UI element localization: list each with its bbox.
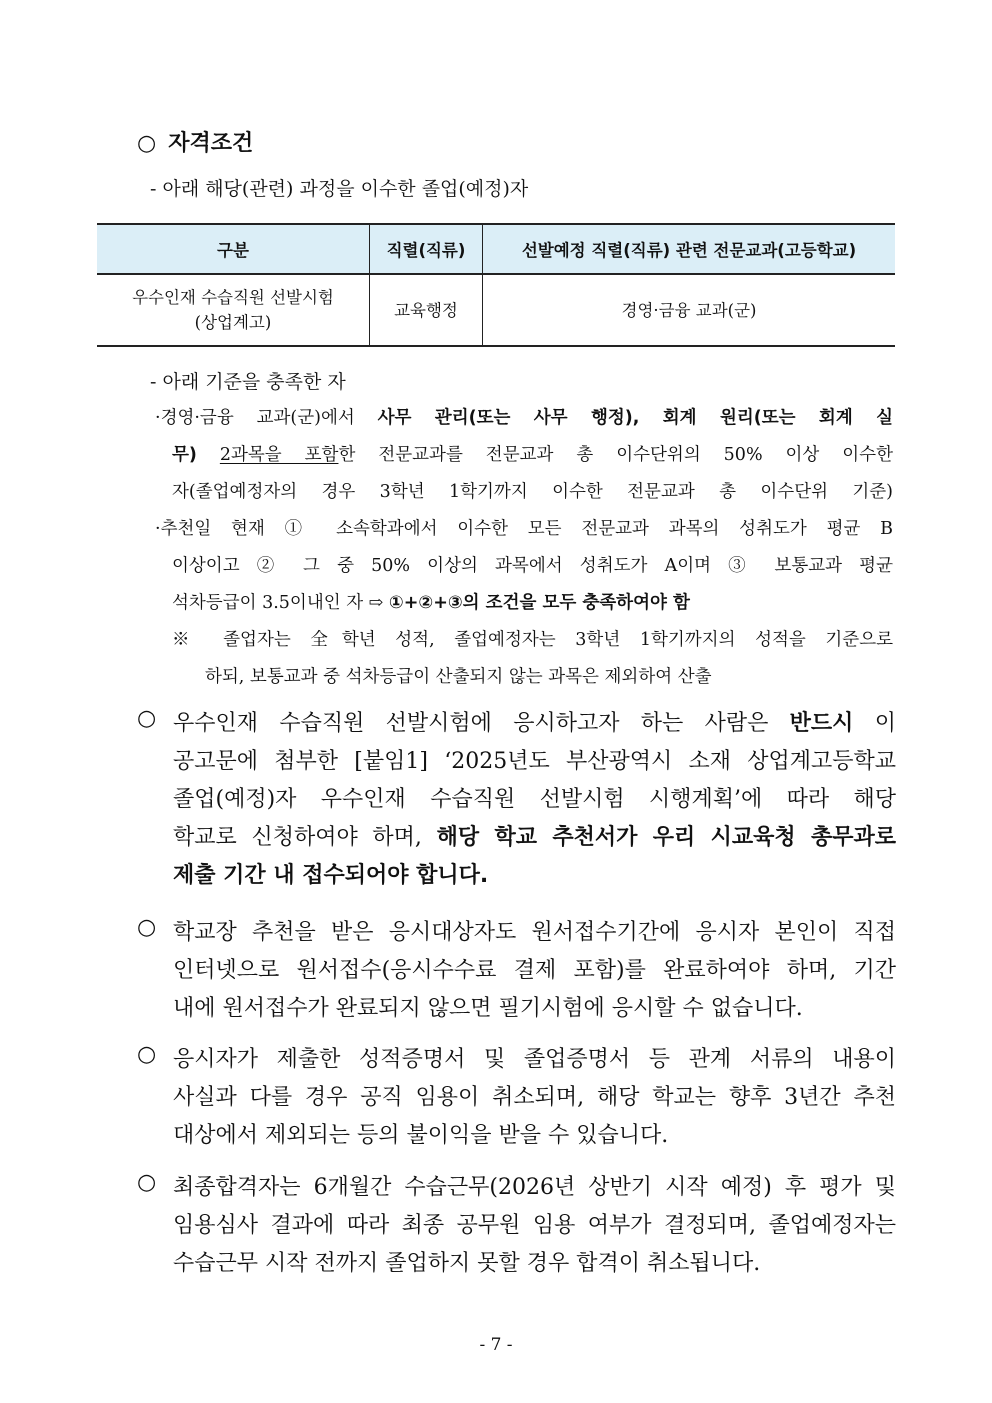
bold-span: ①+②+③의 조건을 모두 충족하여야 함 <box>388 593 690 613</box>
table-header-subjects: 선발예정 직렬(직류) 관련 전문교과(고등학교) <box>483 224 896 274</box>
p4-line1: 최종합격자는 6개월간 수습근무(2026년 상반기 시작 예정) 후 평가 및 <box>173 1175 896 1200</box>
underlined-span: 2과목을 포함 <box>219 445 339 465</box>
p4-line3: 수습근무 시작 전까지 졸업하지 못할 경우 합격이 취소됩니다. <box>173 1251 761 1276</box>
text-span: 이 <box>853 711 896 736</box>
criteria-bullet2-line2: 이상이고 ② 그 중 50% 이상의 과목에서 성취도가 A이며 ③ 보통교과 평균 <box>172 556 893 576</box>
section-intro: - 아래 해당(관련) 과정을 이수한 졸업(예정)자 <box>150 178 529 200</box>
paragraph-4 <box>137 1170 897 1285</box>
p1-line3: 졸업(예정)자 우수인재 수습직원 선발시험 시행계획’에 따라 해당 <box>173 787 896 812</box>
category-line-2: (상업계고) <box>194 313 272 332</box>
bold-span: 제출 기간 내 접수되어야 합니다. <box>173 863 489 888</box>
p1-line2: 공고문에 첨부한 [붙임1] ‘2025년도 부산광역시 소재 상업계고등학교 <box>173 749 896 774</box>
table-cell-position: 교육행정 <box>370 274 483 346</box>
p2-line3: 내에 원서접수가 완료되지 않으면 필기시험에 응시할 수 없습니다. <box>173 996 803 1021</box>
bold-span: 사무 관리(또는 사무 행정), 회계 원리(또는 회계 실 <box>377 408 894 428</box>
circle-bullet-icon: ○ <box>137 1170 157 1195</box>
p2-line2: 인터넷으로 원서접수(응시수수료 결제 포함)를 완료하여야 하며, 기간 <box>173 958 896 983</box>
table-header-category: 구분 <box>97 224 370 274</box>
paragraph-3 <box>137 1042 897 1157</box>
criteria-bullet1-line1 <box>155 404 893 429</box>
p1-line1 <box>173 706 896 737</box>
note-line1: ※ 졸업자는 全학년 성적, 졸업예정자는 3학년 1학기까지의 성적을 기준으로 <box>172 630 893 650</box>
qualification-table <box>97 223 895 347</box>
section-title <box>137 126 253 157</box>
circle-bullet-icon: ○ <box>137 915 157 940</box>
criteria-bullet2-line3 <box>172 589 690 614</box>
table-cell-subjects: 경영·금융 교과(군) <box>483 274 896 346</box>
p1-line4 <box>173 820 896 851</box>
text-span: ·경영·금융 교과(군)에서 <box>155 408 378 428</box>
circle-bullet-icon: ○ <box>137 706 157 731</box>
p1-line5 <box>173 858 896 889</box>
p3-line3: 대상에서 제외되는 등의 불이익을 받을 수 있습니다. <box>173 1123 669 1148</box>
table-header-position: 직렬(직류) <box>370 224 483 274</box>
paragraph-2 <box>137 915 897 1030</box>
category-line-1: 우수인재 수습직원 선발시험 <box>132 288 334 307</box>
bold-span: 무) <box>172 445 197 465</box>
criteria-heading: - 아래 기준을 충족한 자 <box>150 371 346 393</box>
p4-line2: 임용심사 결과에 따라 최종 공무원 임용 여부가 결정되며, 졸업예정자는 <box>173 1213 896 1238</box>
text-span: 우수인재 수습직원 선발시험에 응시하고자 하는 사람은 <box>173 711 790 736</box>
text-span: 학교로 신청하여야 하며, <box>173 825 437 850</box>
criteria-bullet1-line2 <box>172 441 893 466</box>
table-row <box>97 274 895 346</box>
note-line2: 하되, 보통교과 중 석차등급이 산출되지 않는 과목은 제외하여 산출 <box>205 667 712 687</box>
p3-line2: 사실과 다를 경우 공직 임용이 취소되며, 해당 학교는 향후 3년간 추천 <box>173 1085 896 1110</box>
criteria-bullet1-line3: 자(졸업예정자의 경우 3학년 1학기까지 이수한 전문교과 총 이수단위 기준) <box>172 482 893 502</box>
text-span: 석차등급이 3.5이내인 자 ⇨ <box>172 593 389 613</box>
circle-bullet-icon: ○ <box>137 1042 157 1067</box>
paragraph-1 <box>137 706 897 896</box>
bold-span: 해당 학교 추천서가 우리 시교육청 총무과로 <box>436 825 896 850</box>
section-title-text: 자격조건 <box>168 131 254 156</box>
p2-line1: 학교장 추천을 받은 응시대상자도 원서접수기간에 응시자 본인이 직접 <box>173 920 896 945</box>
page-number: - 7 - <box>479 1335 513 1355</box>
criteria-bullet2-line1: ·추천일 현재 ① 소속학과에서 이수한 모든 전문교과 과목의 성취도가 평균 B <box>155 519 893 539</box>
table-cell-category <box>97 274 370 346</box>
table-header-row <box>97 224 895 274</box>
bold-span: 반드시 <box>789 711 854 736</box>
text-span: 한 전문교과를 전문교과 총 이수단위의 50% 이상 이수한 <box>338 445 893 465</box>
p3-line1: 응시자가 제출한 성적증명서 및 졸업증명서 등 관계 서류의 내용이 <box>173 1047 896 1072</box>
circle-bullet-icon: ○ <box>137 131 157 156</box>
